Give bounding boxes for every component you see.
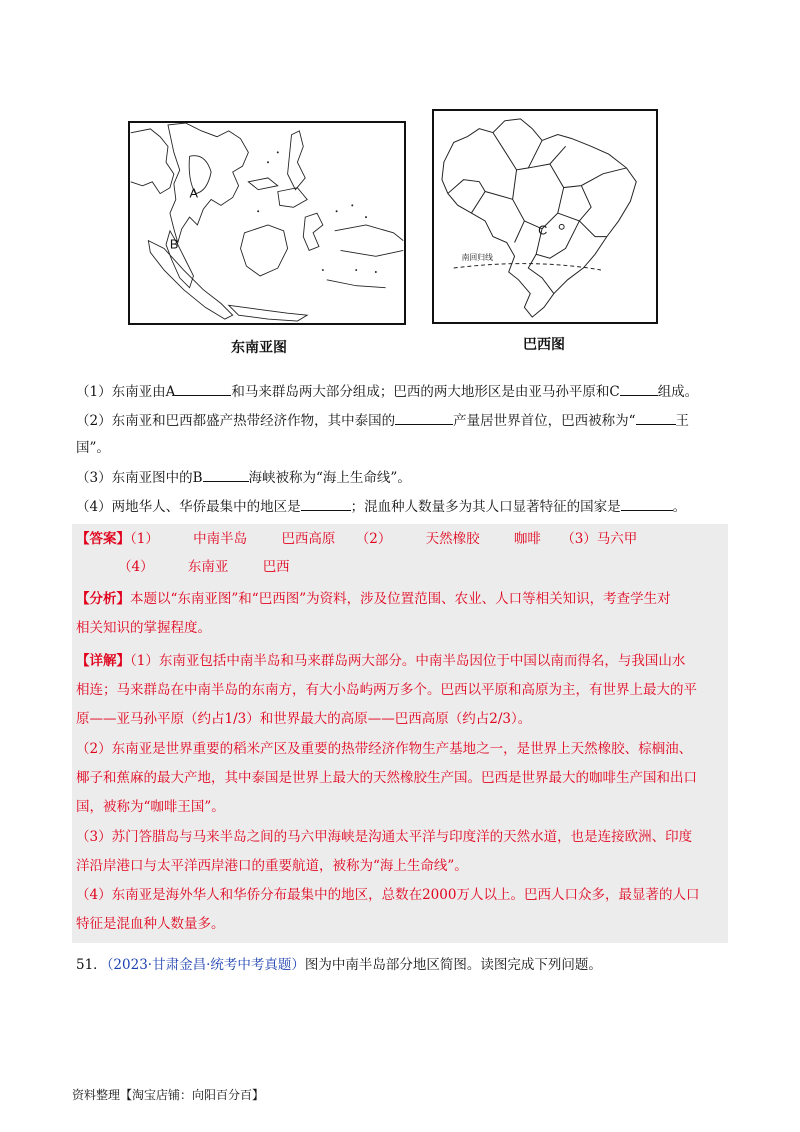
map-label-c: C [538,222,548,238]
detail-line-4: （2）东南亚是世界重要的稻米产区及重要的热带经济作物生产基地之一，是世界上天然橡胶、棕榈油、 [76,741,693,757]
detail-line-2: 相连；马来群岛在中南半岛的东南方，有大小岛屿两万多个。巴西以平原和高原为主，有世界上最大的平 [76,682,697,698]
question-text: （2）东南亚和巴西都盛产热带经济作物，其中泰国的 [76,413,396,429]
brazil-map-caption: 巴西图 [523,337,565,353]
question-text: 组成。 [657,384,699,400]
brazil-map-drawing [434,111,656,322]
question-51 [76,956,602,974]
question-3 [76,467,411,487]
question-text: 王 [675,413,689,429]
analysis-text: 本题以“东南亚图”和“巴西图”为资料，涉及位置范围、农业、人口等相关知识，考查学生对 [130,591,671,607]
map-label-b: B [169,236,179,252]
detail-label: 【详解】 [76,653,130,669]
answer-section [72,524,728,943]
question-number: 51． [76,957,107,973]
brazil-map [432,109,658,324]
question-1 [76,381,698,401]
tropic-of-capricorn-label: 南回归线 [461,253,493,263]
answer-line-1 [76,530,637,548]
answer-item: （1） [130,531,159,547]
question-2 [76,410,689,430]
analysis-line-2 [76,619,211,637]
southeast-asia-map-drawing [130,123,404,323]
detail-line-5: 椰子和蕉麻的最大产地，其中泰国是世界上最大的天然橡胶生产国。巴西是世界最大的咖啡生产国和出口 [76,770,697,786]
southeast-asia-map-caption: 东南亚图 [231,340,287,356]
blank-line [175,381,231,396]
question-2-continued [76,439,110,457]
question-source: （2023·甘肃金昌·统考中考真题） [106,957,305,973]
question-text: ；混血种人数量多为其人口显著特征的国家是 [350,499,621,515]
answer-item: （4） [118,559,154,575]
question-text: 国”。 [76,440,110,456]
detail-line-8: 洋沿岸港口与太平洋西岸港口的重要航道，被称为“海上生命线”。 [76,858,468,874]
southeast-asia-map [128,121,406,325]
question-text: （3）东南亚图中的B [76,470,203,486]
detail-line-1 [76,652,685,670]
detail-line-7: （3）苏门答腊岛与马来半岛之间的马六甲海峡是沟通太平洋与印度洋的天然水道，也是连接欧洲、印度 [76,829,693,845]
map-label-a: A [189,185,199,201]
answer-item: 巴西 [262,559,290,575]
question-text: （1）东南亚由A [76,384,176,400]
answer-line-2 [118,558,290,576]
answer-item: 巴西高原 [281,531,336,547]
blank-line [395,410,453,425]
question-text: 。 [672,499,687,515]
question-text: （4）两地华人、华侨最集中的地区是 [76,499,301,515]
detail-text: （1）东南亚包括中南半岛和马来群岛两大部分。中南半岛因位于中国以南而得名，与我国山水 [130,653,686,669]
question-text: 海峡被称为“海上生命线”。 [248,470,411,486]
detail-line-6: 国，被称为“咖啡王国”。 [76,799,225,815]
answer-label: 【答案】 [76,531,130,547]
analysis-label: 【分析】 [76,591,130,607]
question-text: 产量居世界首位，巴西被称为“ [453,413,636,429]
answer-item: 咖啡 [513,531,541,547]
answer-item: 天然橡胶 [425,531,480,547]
blank-line [621,496,673,511]
detail-line-10: 特征是混血种人数量多。 [76,916,225,932]
page-footer: 资料整理【淘宝店铺：向阳百分百】 [72,1088,265,1102]
question-text: 图为中南半岛部分地区简图。读图完成下列问题。 [304,957,602,973]
analysis-text: 相关知识的掌握程度。 [76,620,211,636]
blank-line [620,381,658,396]
question-4 [76,496,686,516]
answer-item: 中南半岛 [193,531,248,547]
question-text: 和马来群岛两大部分组成；巴西的两大地形区是由亚马孙平原和C [231,384,620,400]
analysis-line-1 [76,590,671,608]
blank-line [636,410,676,425]
detail-line-9: （4）东南亚是海外华人和华侨分布最集中的地区，总数在2000万人以上。巴西人口众多，最显著的人口 [76,887,700,903]
answer-item: （2） [355,531,392,547]
answer-item: 东南亚 [187,559,229,575]
blank-line [301,496,351,511]
blank-line [203,467,249,482]
answer-item: （3）马六甲 [561,531,638,547]
detail-line-3: 原——亚马孙平原（约占1/3）和世界最大的高原——巴西高原（约占2/3）。 [76,711,532,727]
